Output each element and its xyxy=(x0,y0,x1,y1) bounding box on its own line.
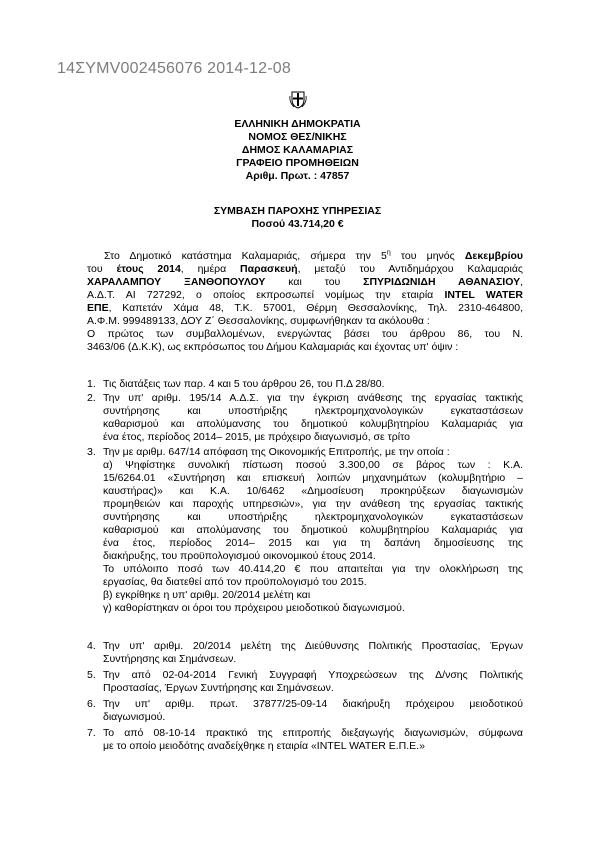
item-line: καυστήρας)» και Κ.Α. 10/6462 «Δημοσίευση προκηρύξεων διαγωνισμών xyxy=(103,485,523,497)
intro-line: του έτους 2014, ημέρα Παρασκευή, μεταξύ του Αντιδημάρχου Καλαμαριάς xyxy=(87,263,523,275)
intro-line: Α.Δ.Τ. ΑΙ 727292, ο οποίος εκπροσωπεί νομίμως την εταιρία INTEL WATER xyxy=(87,289,524,301)
authority-header xyxy=(0,118,595,183)
item-line: Συντήρησης και Σημάνσεων. xyxy=(103,653,237,665)
item-line: Προστασίας, Έργων Συντήρησης και Σημάνσεων. xyxy=(103,682,334,694)
item-line: προμηθειών και παροχής υπηρεσιών», για την ανάθεση της εργασίας τακτικής xyxy=(103,498,523,510)
item-line: ένα έτος, περίοδος 2014– 2015 και για τη δαπάνη δημοσίευσης της xyxy=(103,537,523,549)
contract-amount: Ποσού 43.714,20 € xyxy=(251,218,344,230)
item-line: Την με αριθμ. 647/14 απόφαση της Οικονομικής Επιτροπής, με την οποία : xyxy=(103,446,450,458)
intro-line: ΧΑΡΑΛΑΜΠΟΥ ΞΑΝΘΟΠΟΥΛΟΥ και του ΣΠΥΡΙΔΩΝΙΔΗ ΑΘΑΝΑΣΙΟΥ, xyxy=(87,276,523,288)
intro-line: Στο Δημοτικό κατάστημα Καλαμαριάς, σήμερα την $5^\eta$ του μηνός Δεκεμβρίου xyxy=(104,249,524,262)
intro-line: Ο πρώτος των συμβαλλομένων, ενεργώντας βάσει του άρθρου 86, του Ν. xyxy=(87,328,523,340)
item-line: διαγωνισμού. xyxy=(103,711,166,723)
item-line: συντήρησης και υποστήριξης ηλεκτρομηχανολογικών εγκαταστάσεων xyxy=(103,405,523,417)
item-number: 2. xyxy=(87,392,96,404)
item-line: καθαρισμού και απολύμανσης του δημοτικού κολυμβητηρίου Καλαμαριάς για xyxy=(103,418,523,430)
item-number: 7. xyxy=(87,727,96,739)
contract-title: ΣΥΜΒΑΣΗ ΠΑΡΟΧΗΣ ΥΠΗΡΕΣΙΑΣ xyxy=(213,205,382,217)
item-line: ένα έτος, περίοδος 2014– 2015, με πρόχειρο διαγωνισμό, σε τρίτο xyxy=(103,431,410,443)
intro-paragraph xyxy=(87,250,523,354)
item-line: με το οποίο μειοδότης αναδείχθηκε η εταιρία «INTEL WATER Ε.Π.Ε.» xyxy=(103,740,425,752)
item-number: 1. xyxy=(87,378,96,390)
header-line: ΕΛΛΗΝΙΚΗ ΔΗΜΟΚΡΑΤΙΑ xyxy=(234,118,361,130)
item-number: 4. xyxy=(87,640,96,652)
item-line: Την υπ' αριθμ. 195/14 Α.Δ.Σ. για την έγκριση ανάθεσης της εργασίας τακτικής xyxy=(103,392,523,404)
protocol-number: Αριθμ. Πρωτ. : 47857 xyxy=(245,170,350,182)
ada-stamp: 14ΣΥΜV002456076 2014-12-08 xyxy=(57,60,291,77)
item-line: Τις διατάξεις των παρ. 4 και 5 του άρθρου 26, του Π.Δ 28/80. xyxy=(103,378,385,390)
item-line: καθαρισμού και απολύμανσης του δημοτικού κολυμβητηρίου Καλαμαριάς για xyxy=(103,524,523,536)
contract-title-block xyxy=(0,205,595,231)
item-number: 6. xyxy=(87,698,96,710)
header-line: ΓΡΑΦΕΙΟ ΠΡΟΜΗΘΕΙΩΝ xyxy=(236,157,359,169)
intro-line: Α.Φ.Μ. 999489133, ΔΟΥ Ζ΄ Θεσσαλονίκης, συμφωνήθηκαν τα ακόλουθα : xyxy=(87,315,430,327)
item-line: εργασίας, θα διατεθεί από τον προϋπολογισμό του 2015. xyxy=(103,576,367,588)
item-number: 3. xyxy=(87,446,96,458)
item-number: 5. xyxy=(87,669,96,681)
intro-line: 3463/06 (Δ.Κ.Κ), ως εκπρόσωπος του Δήμου Καλαμαριάς και έχοντας υπ' όψιν : xyxy=(87,341,459,353)
item-line: Την υπ' αριθμ. πρωτ. 37877/25-09-14 διακήρυξη πρόχειρου μειοδοτικού xyxy=(103,698,523,710)
item-line: α) Ψηφίστηκε συνολική πίστωση ποσού 3.300,00 σε βάρος των : Κ.Α. xyxy=(103,459,523,471)
item-line: Την υπ' αριθμ. 20/2014 μελέτη της Διεύθυνσης Πολιτικής Προστασίας, Έργων xyxy=(103,640,523,652)
item-line: διακήρυξης, του προϋπολογισμού οικονομικού έτους 2014. xyxy=(103,550,376,562)
header-line: ΝΟΜΟΣ ΘΕΣ/ΝΙΚΗΣ xyxy=(248,131,347,143)
item-line: β) εγκρίθηκε η υπ' αριθμ. 20/2014 μελέτη και xyxy=(103,589,311,601)
header-line: ΔΗΜΟΣ ΚΑΛΑΜΑΡΙΑΣ xyxy=(241,144,354,156)
item-line: Το υπόλοιπο ποσό των 40.414,20 € που απαιτείται για την ολοκλήρωση της xyxy=(103,563,523,575)
item-line: συντήρησης και υποστήριξης ηλεκτρομηχανολογικών εγκαταστάσεων xyxy=(103,511,523,523)
item-line: 15/6264.01 «Συντήρηση και επισκευή λοιπών μηχανημάτων (κολυμβητήριο – xyxy=(103,472,523,484)
item-line: γ) καθορίστηκαν οι όροι του πρόχειρου μειοδοτικού διαγωνισμού. xyxy=(103,602,405,614)
intro-line: ΕΠΕ, Καπετάν Χάμα 48, Τ.Κ. 57001, Θέρμη Θεσσαλονίκης, Τηλ. 2310-464800, xyxy=(87,302,523,314)
item-line: Την από 02-04-2014 Γενική Συγγραφή Υποχρεώσεων της Δ/νσης Πολιτικής xyxy=(103,669,523,681)
coat-of-arms-icon xyxy=(289,90,307,109)
item-line: Το από 08-10-14 πρακτικό της επιτροπής διεξαγωγής διαγωνισμών, σύμφωνα xyxy=(103,727,523,739)
